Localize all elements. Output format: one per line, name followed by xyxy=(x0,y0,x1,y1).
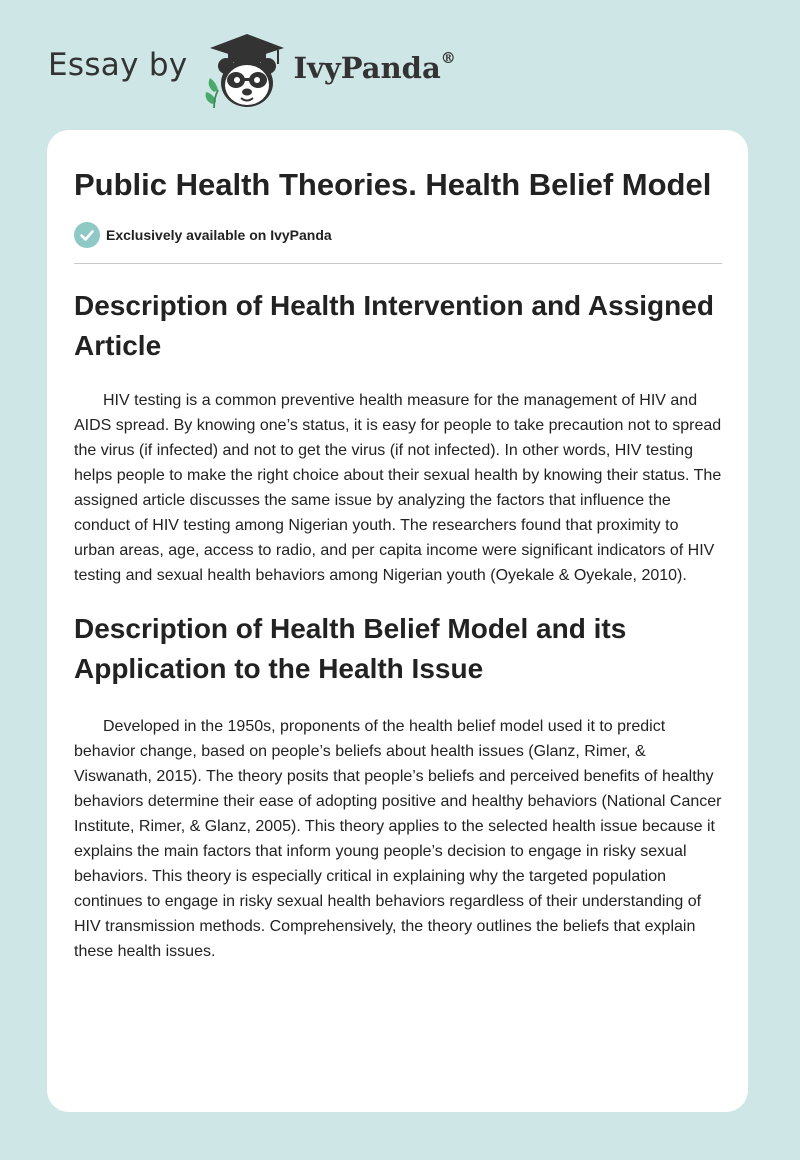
ivypanda-brand-name[interactable] xyxy=(294,51,456,85)
essay-content xyxy=(74,164,722,964)
essay-card xyxy=(47,130,748,1112)
site-header xyxy=(48,30,456,110)
section-paragraph-health-belief-model: Developed in the 1950s, proponents of the health belief model used it to predict behavior change, based on people’s beliefs about health issues (Glanz, Rimer, & Viswanath, 2015). The theory posits that people’s beliefs and perceived benefits of healthy behaviors determine their ease of adopting positive and healthy behaviors (National Cancer Institute, Rimer, & Glanz, 2005). This theory applies to the selected health issue because it explains the main factors that inform young people’s decision to engage in risky sexual behaviors. This theory is especially critical in explaining why the targeted population continues to engage in risky sexual health behaviors regardless of their understanding of HIV transmission methods. Comprehensively, the theory outlines the beliefs that explain these health issues. xyxy=(74,718,722,960)
section-heading-health-belief-model: Description of Health Belief Model and its Application to the Health Issue xyxy=(74,613,627,684)
checkmark-icon xyxy=(74,222,100,248)
ivypanda-panda-logo-icon[interactable] xyxy=(202,30,292,110)
section-heading-intervention: Description of Health Intervention and Assigned Article xyxy=(74,290,714,361)
exclusive-badge xyxy=(74,220,722,250)
exclusive-badge-text: Exclusively available on IvyPanda xyxy=(106,227,332,243)
registered-mark: ® xyxy=(440,49,456,68)
title-divider xyxy=(74,263,722,264)
page-title: Public Health Theories. Health Belief Model xyxy=(74,167,712,202)
essay-by-label: Essay by xyxy=(48,47,188,83)
brand-text: IvyPanda xyxy=(293,51,441,85)
section-paragraph-intervention: HIV testing is a common preventive health measure for the management of HIV and AIDS spread. By knowing one’s status, it is easy for people to take precaution not to spread the virus (if infected) and not to get the virus (if not infected). In other words, HIV testing helps people to make the right choice about their sexual health by knowing their status. The assigned article discusses the same issue by analyzing the factors that influence the conduct of HIV testing among Nigerian youth. The researchers found that proximity to urban areas, age, access to radio, and per capita income were significant indicators of HIV testing and sexual health behaviors among Nigerian youth (Oyekale & Oyekale, 2010). xyxy=(74,392,722,584)
